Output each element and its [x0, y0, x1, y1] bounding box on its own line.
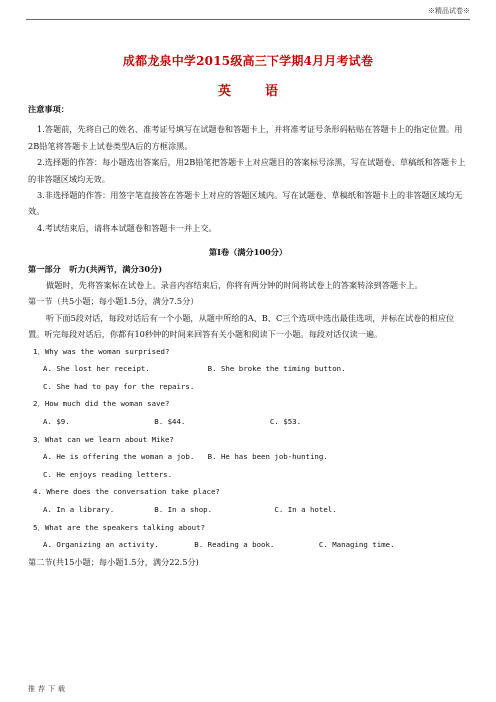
notice-item-4: 4.考试结束后，请将本试题卷和答题卡一并上交。 [37, 222, 217, 233]
notice-item-2: 2.选择题的作答：每小题选出答案后，用2B铅笔把答题卡上对应题目的答案标号涂黑，写在试题卷、草稿纸和答题卡上的非答题区域均无效。 [28, 157, 466, 184]
exam-title: 成都龙泉中学2015级高三下学期4月月考试卷 [122, 54, 374, 68]
document-body [28, 101, 468, 570]
question-5-options: A. Organizing an activity. B. Reading a book. C. Managing time. [43, 540, 395, 550]
question-5: 5．What are the speakers talking about? [33, 522, 206, 532]
part1-instructions: 做题时，先将答案标在试卷上。录音内容结束后，你将有两分钟的时间将试卷上的答案转涂到答题卡上。 [46, 280, 423, 291]
question-3-options-b: C. He enjoys reading letters. [43, 469, 173, 479]
section1-heading: 第一节（共5小题；每小题1.5分，满分7.5分） [28, 296, 199, 307]
header-tag: ※精品试卷※ [428, 7, 470, 15]
exam-subject: 英语 [217, 84, 312, 99]
question-4: 4. Where does the conversation take place? [33, 487, 220, 497]
notice-item-3: 3.非选择题的作答：用签字笔直接答在答题卡上对应的答题区域内。写在试题卷、草稿纸和答题卡上的非答题区域均无效。 [28, 190, 463, 217]
notice-heading: 注意事项： [28, 104, 69, 114]
question-1-options-a: A. She lost her receipt. B. She broke the timing button. [43, 364, 346, 374]
question-2: 2．How much did the woman save? [33, 399, 170, 409]
volume-title: 第Ⅰ卷（满分100分） [208, 247, 288, 258]
footer-text: 推荐下载 [28, 685, 68, 693]
question-1-options-b: C. She had to pay for the repairs. [43, 381, 195, 391]
question-2-options: A. $9. B. $44. C. $53. [43, 417, 302, 427]
section2-heading: 第二节(共15小题；每小题1.5分，满分22.5分) [28, 556, 199, 567]
notice-item-1: 1.答题前，先将自己的姓名、准考证号填写在试题卷和答题卡上，并将准考证号条形码粘贴在答题卡上的指定位置。用2B铅笔将答题卡上试卷类型A后的方框涂黑。 [28, 124, 463, 151]
question-list [28, 343, 468, 554]
header-rule [26, 19, 470, 20]
part1-heading: 第一部分 听力(共两节，满分30分) [28, 263, 163, 274]
section1-instructions: 听下面5段对话，每段对话后有一个小题，从题中所给的A、B、C三个选项中选出最佳选项，并标在试卷的相应位置。听完每段对话后，你都有10秒钟的时间来回答有关小题和阅读下一小题。每段对话仅读一遍。 [28, 312, 455, 340]
question-3-options-a: A. He is offering the woman a job. B. He has been job-hunting. [43, 452, 328, 462]
question-3: 3．What can we learn about Mike? [33, 434, 174, 444]
question-4-options: A. In a library. B. In a shop. C. In a hotel. [43, 505, 337, 515]
question-1: 1．Why was the woman surprised? [33, 346, 170, 356]
